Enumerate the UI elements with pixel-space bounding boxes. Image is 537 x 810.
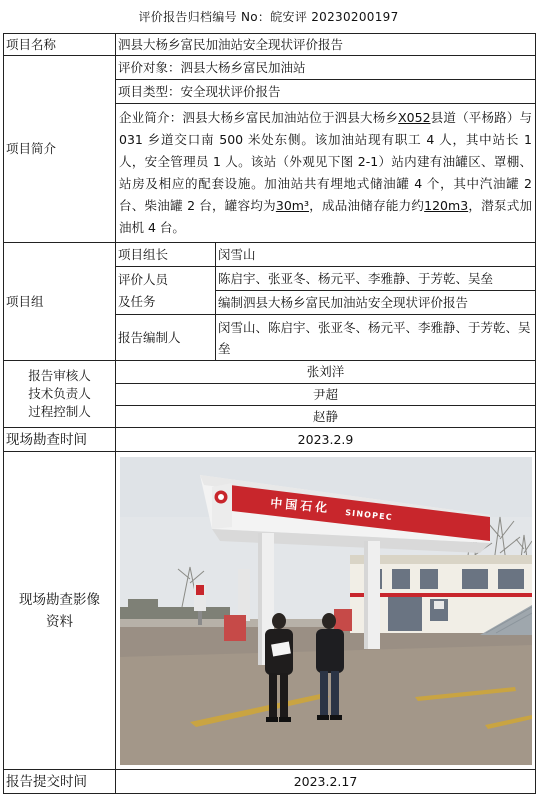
submit-date: 2023.2.17	[116, 770, 536, 794]
photo-label-line-1: 现场勘查影像	[19, 591, 100, 608]
site-visit-label: 现场勘查时间	[4, 428, 116, 452]
photo-label-line-2: 资料	[46, 613, 73, 630]
project-name-value: 泗县大杨乡富民加油站安全现状评价报告	[116, 34, 536, 56]
intro-text-2: 县道（平杨路）与 031 乡道交口南 500 米处东侧。该加油站现有职工 4 人，其中站长 1 人，安全管理员 1 人。该站（外观见下图 2-1）站内建有油罐区、罩棚、站房及相应的配套设施。加油站共有埋地式储油罐 4 个，其中汽油罐 2 台、柴油罐 2 台，罐容均为	[119, 110, 533, 213]
project-intro-label: 项目简介	[4, 56, 116, 243]
writers-value: 闵雪山、陈启宇、张亚冬、杨元平、李雅静、于芳乾、吴垒	[216, 315, 536, 361]
gas-station-photo	[120, 457, 532, 765]
project-info-table	[3, 33, 536, 794]
road-code: X052	[398, 110, 431, 125]
leader-label: 项目组长	[116, 243, 216, 267]
evaluation-task: 编制泗县大杨乡富民加油站安全现状评价报告	[216, 291, 536, 315]
leader-value: 闵雪山	[216, 243, 536, 267]
process-controller-label: 过程控制人	[28, 404, 91, 419]
project-name-label: 项目名称	[4, 34, 116, 56]
canopy-sign-chinese: 中国石化	[269, 495, 331, 515]
intro-text-1: 企业简介：泗县大杨乡富民加油站位于泗县大杨乡	[119, 110, 399, 125]
archive-number: 评价报告归档编号 No：皖安评 20230200197	[138, 10, 399, 24]
reviewer-label: 报告审核人	[28, 368, 91, 383]
evaluation-object: 评价对象：泗县大杨乡富民加油站	[116, 56, 536, 80]
submit-label: 报告提交时间	[4, 770, 116, 794]
review-labels	[4, 361, 116, 428]
company-intro	[116, 104, 536, 243]
evaluators-value: 陈启宇、张亚冬、杨元平、李雅静、于芳乾、吴垒	[216, 267, 536, 291]
evaluators-label	[116, 267, 216, 315]
storage-capacity: 120m3	[424, 198, 469, 213]
tech-lead-value: 尹超	[116, 384, 536, 406]
site-photo-cell	[116, 452, 536, 770]
tank-volume: 30m³	[275, 198, 309, 213]
canopy-sign-english: SINOPEC	[344, 507, 393, 522]
process-controller-value: 赵静	[116, 406, 536, 428]
evaluators-label-line-2: 及任务	[118, 293, 156, 309]
site-visit-date: 2023.2.9	[116, 428, 536, 452]
site-photo	[120, 457, 532, 765]
team-label: 项目组	[4, 243, 116, 361]
writers-label: 报告编制人	[116, 315, 216, 361]
reviewer-value: 张刘洋	[116, 361, 536, 384]
evaluators-label-line-1: 评价人员	[118, 271, 169, 287]
project-type: 项目类型：安全现状评价报告	[116, 80, 536, 104]
photo-label	[4, 452, 116, 770]
intro-text-4: ，潜泵式加油机 4 台。	[119, 198, 532, 235]
intro-text-3: ，成品油储存能力约	[308, 198, 425, 213]
tech-lead-label: 技术负责人	[28, 386, 91, 401]
